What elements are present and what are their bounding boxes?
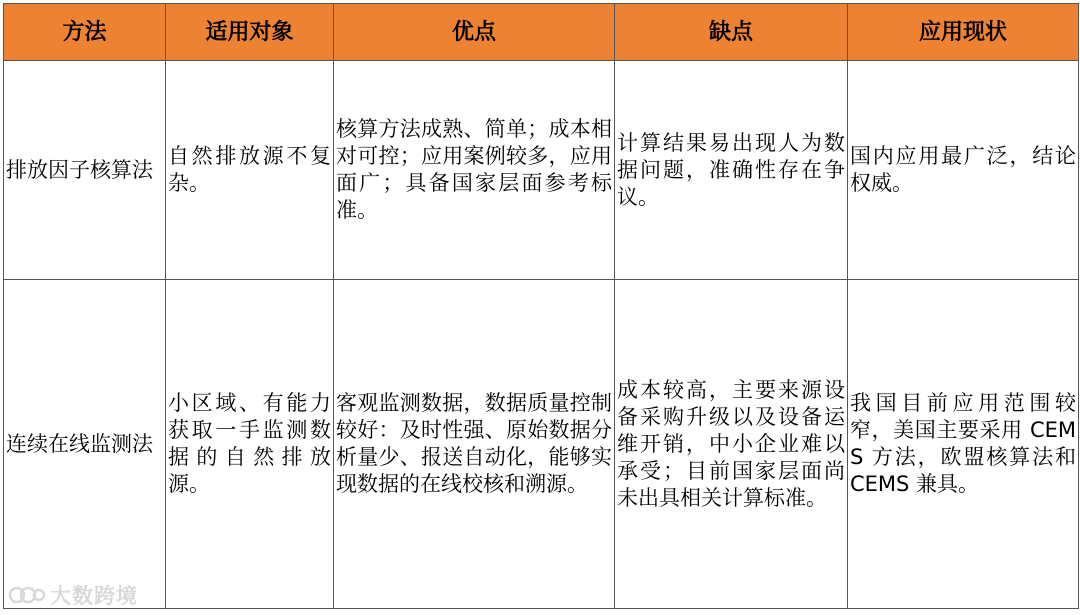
cell-status: 我国目前应用范围较窄，美国主要采用 CEMS 方法，欧盟核算法和 CEMS 兼具。 xyxy=(848,280,1079,609)
header-cons: 缺点 xyxy=(615,4,848,61)
cell-status: 国内应用最广泛，结论权威。 xyxy=(848,61,1079,280)
watermark xyxy=(8,580,138,610)
table-row xyxy=(4,61,1079,280)
table-header-row xyxy=(4,4,1079,61)
cell-method: 排放因子核算法 xyxy=(4,61,166,280)
cell-pros: 核算方法成熟、简单；成本相对可控；应用案例较多，应用面广；具备国家层面参考标准。 xyxy=(334,61,615,280)
header-status: 应用现状 xyxy=(848,4,1079,61)
cell-cons: 成本较高，主要来源设备采购升级以及设备运维开销，中小企业难以承受；目前国家层面尚未出具相关计算标准。 xyxy=(615,280,848,609)
header-target: 适用对象 xyxy=(166,4,334,61)
cell-method: 连续在线监测法 xyxy=(4,280,166,609)
table-row xyxy=(4,280,1079,609)
comparison-table xyxy=(3,3,1079,609)
cell-cons: 计算结果易出现人为数据问题，准确性存在争议。 xyxy=(615,61,848,280)
brand-logo-icon xyxy=(8,583,46,607)
watermark-text: 大数跨境 xyxy=(50,584,138,608)
cell-target: 小区域、有能力获取一手监测数据的自然排放源。 xyxy=(166,280,334,609)
cell-target: 自然排放源不复杂。 xyxy=(166,61,334,280)
cell-pros: 客观监测数据，数据质量控制较好：及时性强、原始数据分析量少、报送自动化，能够实现数据的在线校核和溯源。 xyxy=(334,280,615,609)
header-pros: 优点 xyxy=(334,4,615,61)
header-method: 方法 xyxy=(4,4,166,61)
